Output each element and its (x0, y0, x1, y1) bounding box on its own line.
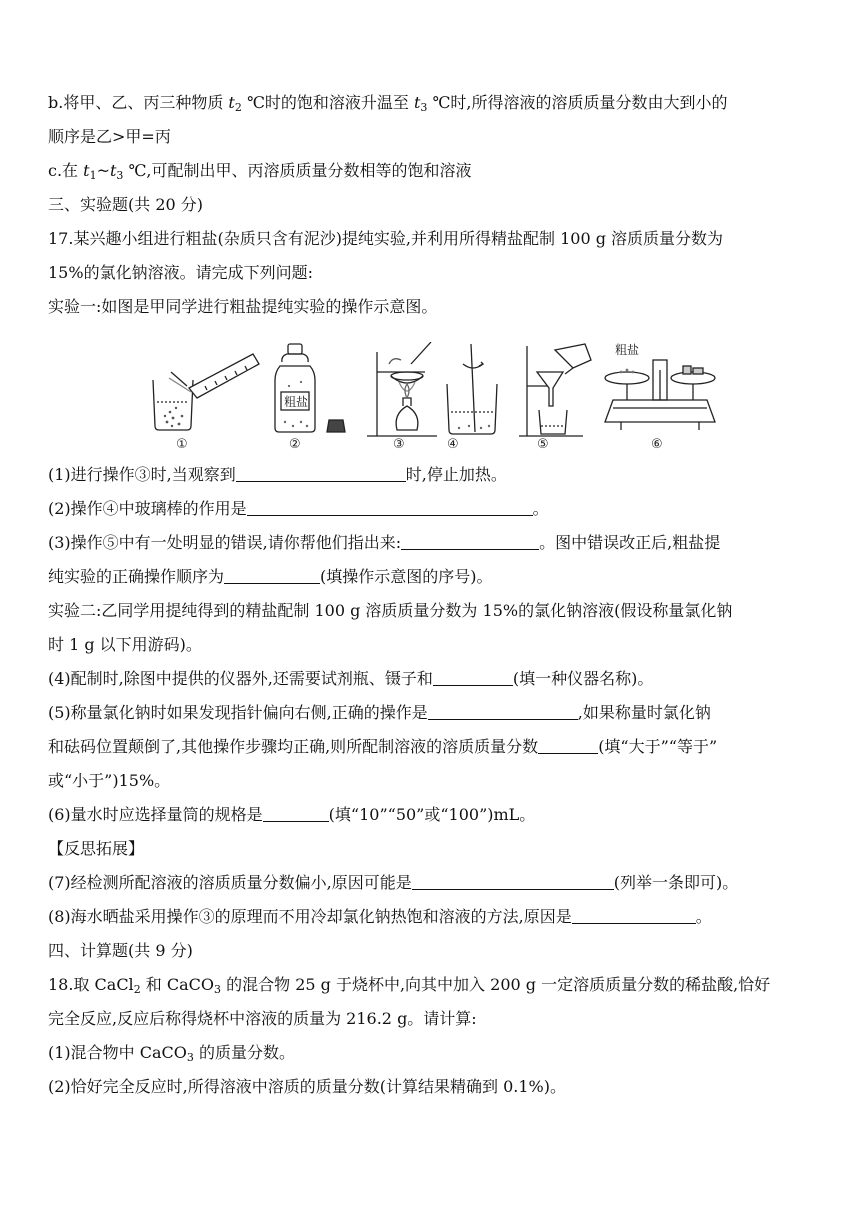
q18-stem-line2: 完全反应,反应后称得烧杯中溶液的质量为 216.2 g。请计算: (48, 1009, 477, 1028)
q17-part-3-line2: 纯实验的正确操作顺序为 (填操作示意图的序号)。 (48, 567, 493, 586)
q17-part-2: (2)操作④中玻璃棒的作用是 。 (48, 499, 549, 518)
answer-blank-1[interactable] (236, 465, 406, 482)
q17-part-5-line3: 或“小于”)15%。 (48, 771, 171, 790)
q17-part-6: (6)量水时应选择量筒的规格是 (填“10”“50”或“100”)mL。 (48, 805, 536, 824)
step-label-2: ② (289, 437, 301, 450)
q17-intro-line1: 17.某兴趣小组进行粗盐(杂质只含有泥沙)提纯实验,并利用所得精盐配制 100 g 溶质质量分数为 (48, 229, 724, 248)
q17-part-8: (8)海水晒盐采用操作③的原理而不用冷却氯化钠热饱和溶液的方法,原因是 。 (48, 907, 712, 926)
experiment-1-intro: 实验一:如图是甲同学进行粗盐提纯实验的操作示意图。 (48, 297, 438, 316)
crude-salt-purification-figure (145, 342, 720, 450)
q18-part-1: (1)混合物中 CaCO$_3$ 的质量分数。 (48, 1043, 295, 1064)
q16-option-b-line2: 顺序是乙>甲=丙 (48, 127, 171, 146)
experiment-2-intro-line2: 时 1 g 以下用游码)。 (48, 635, 202, 654)
jar-label: 粗盐 (284, 395, 309, 409)
step-label-1: ① (176, 437, 188, 450)
answer-blank-5a[interactable] (428, 703, 578, 720)
step-6-balance-illustration (605, 342, 715, 430)
q17-part-5-line2: 和砝码位置颠倒了,其他操作步骤均正确,则所配制溶液的溶质质量分数 (填“大于”“等于” (48, 737, 718, 756)
q16-option-c: c.在 $t_1\sim t_3$ ℃,可配制出甲、丙溶质质量分数相等的饱和溶液 (48, 161, 472, 182)
q17-part-5-line1: (5)称量氯化钠时如果发现指针偏向右侧,正确的操作是 ,如果称量时氯化钠 (48, 703, 711, 722)
step-label-3: ③ (393, 437, 405, 450)
q17-part-1: (1)进行操作③时,当观察到 时,停止加热。 (48, 465, 507, 484)
step-label-5: ⑤ (537, 437, 549, 450)
section-3-title: 三、实验题(共 20 分) (48, 195, 204, 214)
step-4-stirring-illustration (447, 344, 497, 434)
balance-label: 粗盐 (615, 343, 640, 357)
answer-blank-2[interactable] (247, 499, 533, 516)
answer-blank-7[interactable] (412, 873, 614, 890)
step-5-filtration-illustration (519, 344, 591, 436)
step-1-dissolving-illustration (153, 354, 259, 430)
step-2-reagent-jar-illustration (275, 344, 345, 432)
section-4-title: 四、计算题(共 9 分) (48, 941, 193, 960)
answer-blank-3b[interactable] (224, 567, 320, 584)
q17-part-4: (4)配制时,除图中提供的仪器外,还需要试剂瓶、镊子和 (填一种仪器名称)。 (48, 669, 654, 688)
answer-blank-5b[interactable] (538, 737, 598, 754)
experiment-2-intro-line1: 实验二:乙同学用提纯得到的精盐配制 100 g 溶质质量分数为 15%的氯化钠溶液(假设称量氯化钠 (48, 601, 733, 620)
reflection-heading: 【反思拓展】 (48, 839, 145, 858)
q18-part-2: (2)恰好完全反应时,所得溶液中溶质的质量分数(计算结果精确到 0.1%)。 (48, 1077, 566, 1096)
answer-blank-8[interactable] (572, 907, 696, 924)
step-label-4: ④ (447, 437, 459, 450)
answer-blank-4[interactable] (433, 669, 513, 686)
step-3-evaporation-illustration (367, 342, 437, 436)
answer-blank-6[interactable] (263, 805, 329, 822)
answer-blank-3a[interactable] (401, 533, 539, 550)
q17-part-3-line1: (3)操作⑤中有一处明显的错误,请你帮他们指出来: 。图中错误改正后,粗盐提 (48, 533, 721, 552)
q18-stem-line1: 18.取 CaCl$_2$ 和 CaCO$_3$ 的混合物 25 g 于烧杯中,向其中加入 200 g 一定溶质质量分数的稀盐酸,恰好 (48, 975, 771, 996)
q16-option-b-line1: b.将甲、乙、丙三种物质 $t_2$ ℃时的饱和溶液升温至 $t_3$ ℃时,所得溶液的溶质质量分数由大到小的 (48, 93, 728, 114)
q17-intro-line2: 15%的氯化钠溶液。请完成下列问题: (48, 263, 313, 282)
q17-part-7: (7)经检测所配溶液的溶质质量分数偏小,原因可能是 (列举一条即可)。 (48, 873, 739, 892)
step-label-6: ⑥ (651, 437, 663, 450)
